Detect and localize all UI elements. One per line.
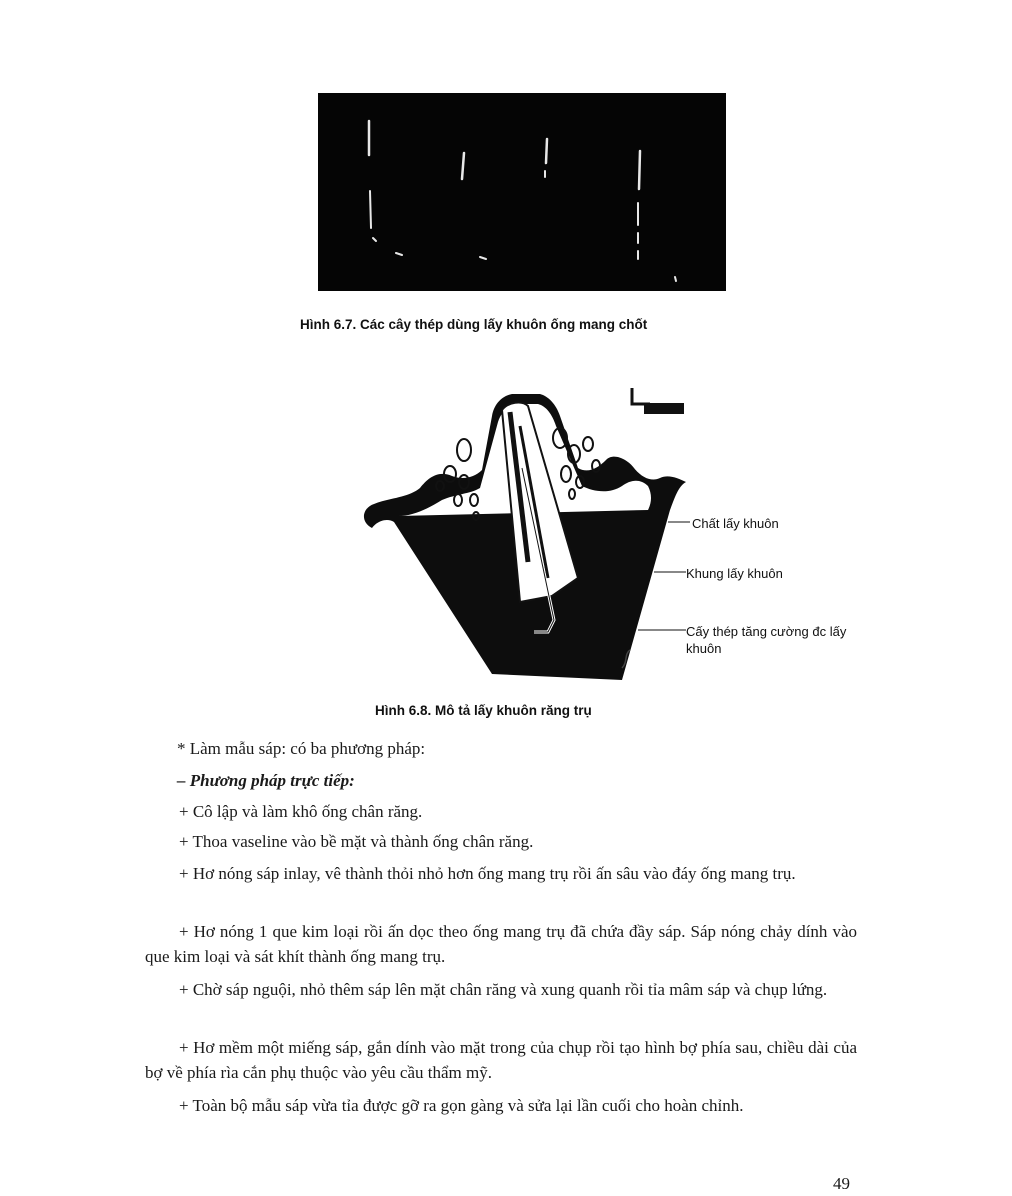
step-paragraph: + Cô lập và làm khô ống chân răng.	[179, 802, 423, 821]
figure-6-7-caption: Hình 6.7. Các cây thép dùng lấy khuôn ống mang chốt	[300, 317, 648, 332]
label-reinforcing-pin: Cấy thép tăng cường đc lấy khuôn	[686, 624, 847, 656]
steel-pins-photo	[318, 93, 726, 291]
step-paragraph: + Hơ mềm một miếng sáp, gắn dính vào mặt trong của chụp rồi tạo hình bợ phía sau, chiều dài của bợ về phía rìa cắn phụ thuộc vào yêu cầu thẩm mỹ.	[145, 1038, 857, 1082]
label-impression-material: Chất lấy khuôn	[692, 516, 779, 531]
step-paragraph: + Chờ sáp nguội, nhỏ thêm sáp lên mặt chân răng và xung quanh rồi tỉa mâm sáp và chụp lứng.	[179, 980, 828, 999]
step-paragraph: + Toàn bộ mẫu sáp vừa tỉa được gỡ ra gọn gàng và sửa lại lần cuối cho hoàn chỉnh.	[179, 1096, 744, 1115]
figure-6-8-caption: Hình 6.8. Mô tả lấy khuôn răng trụ	[375, 703, 592, 718]
label-impression-frame: Khung lấy khuôn	[686, 566, 783, 581]
step-paragraph: + Hơ nóng 1 que kim loại rồi ấn dọc theo ống mang trụ đã chứa đầy sáp. Sáp nóng chảy dính vào que kim loại và sát khít thành ống mang trụ.	[145, 922, 857, 966]
direct-method-heading: – Phương pháp trực tiếp:	[177, 771, 355, 790]
page-number: 49	[833, 1174, 850, 1193]
step-paragraph: + Hơ nóng sáp inlay, vê thành thỏi nhỏ hơn ống mang trụ rồi ấn sâu vào đáy ống mang trụ.	[179, 864, 796, 883]
wax-pattern-heading: * Làm mẫu sáp: có ba phương pháp:	[177, 739, 426, 758]
step-paragraph: + Thoa vaseline vào bề mặt và thành ống chân răng.	[179, 832, 534, 851]
